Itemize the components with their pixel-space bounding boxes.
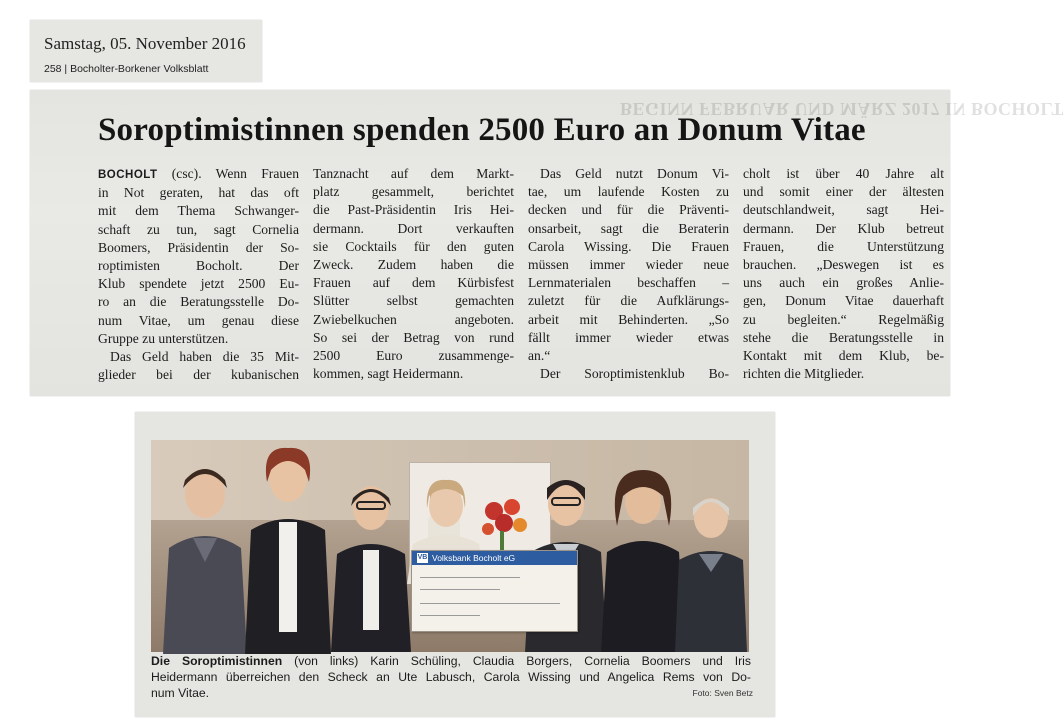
article-line: sie Cocktails für den guten <box>313 238 514 254</box>
article-line: Der Soroptimistenklub Bo- <box>540 366 729 382</box>
article-line: brauchen. „Deswegen ist es <box>743 257 944 273</box>
article-line: Tanznacht auf dem Markt- <box>313 166 514 181</box>
article-column-1 <box>98 165 299 384</box>
article-line: zu begleiten.“ Regelmäßig <box>743 311 944 327</box>
article-line: Gruppe zu unterstützen. <box>98 330 229 346</box>
article-line: Das Geld nutzt Donum Vi- <box>540 166 729 181</box>
caption-line: Die Soroptimistinnen (von links) Karin Schüling, Claudia Borgers, Cornelia Boomers und Iris <box>151 654 751 668</box>
cheque-handwriting-line <box>420 603 560 604</box>
person-cornelia-boomers-icon <box>329 476 413 652</box>
article-line: an.“ <box>528 348 551 364</box>
article-line: decken und für die Präventi- <box>528 202 729 218</box>
caption-line: num Vitae. <box>151 686 210 700</box>
article-line: und somit einer der ältesten <box>743 184 944 200</box>
article-line: Das Geld haben die 35 Mit- <box>110 349 299 365</box>
publication-date: Samstag, 05. November 2016 <box>44 34 246 53</box>
article-line: Kontakt mit dem Klub, be- <box>743 348 944 364</box>
caption-bold-lead: Die Soroptimistinnen <box>151 654 283 668</box>
publication-source: 258 | Bocholter-Borkener Volksblatt <box>44 63 209 75</box>
cheque-bank-name: Volksbank Bocholt eG <box>412 551 577 565</box>
person-claudia-borgers-icon <box>243 442 333 654</box>
article-line: müssen immer wieder neue <box>528 257 729 273</box>
article-column-4 <box>743 165 944 384</box>
bank-logo-icon: VB <box>417 554 428 561</box>
article-line: platz gesammelt, berichtet <box>313 184 514 200</box>
article-line: gen, Donum Vitae dauerhaft <box>743 293 944 309</box>
article-line: BOCHOLT (csc). Wenn Frauen <box>98 166 299 181</box>
newspaper-header-clipping <box>30 20 262 82</box>
article-line: cholt ist über 40 Jahre alt <box>743 166 944 181</box>
article-line: glieder bei der kubanischen <box>98 367 299 383</box>
cheque-handwriting-line <box>420 589 500 590</box>
article-line: ro an die Beratungsstelle Do- <box>98 294 299 310</box>
article-line: zuletzt für die Aufklärungs- <box>528 293 729 309</box>
article-line: num Vitae, um genau diese <box>98 312 299 328</box>
article-headline: Soroptimistinnen spenden 2500 Euro an Donum Vitae <box>98 112 866 148</box>
article-line: Frauen, die Unterstützung <box>743 238 944 254</box>
photo-caption <box>151 653 751 701</box>
print-bleed-through-text: BEGINN FEBRUAR UND MÄRZ 2017 IN BOCHOLT <box>620 99 1064 119</box>
cheque-handwriting-line <box>420 577 520 578</box>
article-line: arbeit mit Behinderten. „So <box>528 311 729 327</box>
article-line: dermann. Dort verkauften <box>313 220 514 236</box>
article-line: uns auch ein großes Anlie- <box>743 275 944 291</box>
cheque-handwriting-line <box>420 615 480 616</box>
article-line: stehe die Beratungsstelle in <box>743 329 944 345</box>
article-line: Boomers, Präsidentin der So- <box>98 239 299 255</box>
article-line: Frauen auf dem Kürbisfest <box>313 275 514 291</box>
article-body <box>98 165 948 384</box>
photo-credit: Foto: Sven Betz <box>692 688 753 698</box>
article-line: roptimisten Bocholt. Der <box>98 258 299 274</box>
article-line: in Not geraten, hat das oft <box>98 185 299 201</box>
article-line: Klub spendete jetzt 2500 Eu- <box>98 276 299 292</box>
article-line: mit dem Thema Schwanger- <box>98 203 299 219</box>
article-line: tae, um laufende Kosten zu <box>528 184 729 200</box>
donation-cheque <box>411 550 578 632</box>
group-photo <box>151 440 749 652</box>
article-line: fällt immer wieder etwas <box>528 329 729 345</box>
article-dateline: BOCHOLT <box>98 169 158 181</box>
article-column-2 <box>313 165 514 384</box>
article-column-3 <box>528 165 729 384</box>
article-line: deutschlandweit, sagt Hei- <box>743 202 944 218</box>
article-line: Lernmaterialen beschaffen – <box>528 275 729 291</box>
article-line: richten die Mitglieder. <box>743 366 865 382</box>
article-line: Carola Wissing. Die Frauen <box>528 238 729 254</box>
article-line: Slütter selbst gemachten <box>313 293 514 309</box>
article-line: die Past-Präsidentin Iris Hei- <box>313 202 514 218</box>
article-line: Zweck. Zudem haben die <box>313 257 514 273</box>
person-angelica-rems-icon <box>673 488 749 652</box>
article-line: onsarbeit, sagt die Beraterin <box>528 220 729 236</box>
article-line: 2500 Euro zusammenge- <box>313 348 514 364</box>
photo-clipping <box>135 412 775 717</box>
person-karin-schueling-icon <box>159 458 251 654</box>
article-line: dermann. Der Klub betreut <box>743 220 944 236</box>
caption-line: Heidermann überreichen den Scheck an Ute Labusch, Carola Wissing und Angelica Rems von Do- <box>151 670 751 684</box>
article-line: So sei der Betrag von rund <box>313 329 514 345</box>
article-clipping <box>30 90 1064 396</box>
article-line: Zwiebelkuchen angeboten. <box>313 311 514 327</box>
article-line: kommen, sagt Heidermann. <box>313 366 464 382</box>
article-line: schaft zu tun, sagt Cornelia <box>98 221 299 237</box>
